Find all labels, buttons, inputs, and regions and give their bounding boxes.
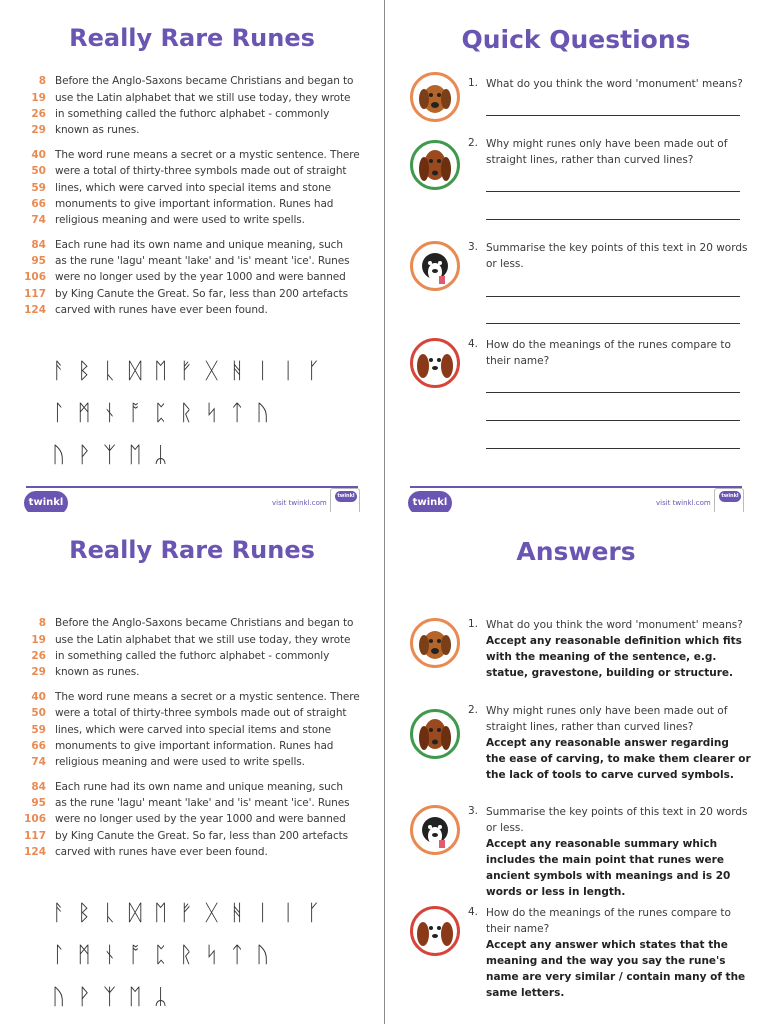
line-number: 74 (31, 214, 46, 227)
question-text: Summarise the key points of this text in 20 words or less. (486, 242, 748, 270)
text-line (18, 73, 354, 89)
line-text: religious meaning and were used to write spells. (55, 214, 305, 227)
rune-glyph: ᛋ (205, 942, 219, 968)
question-number: 2. (468, 704, 479, 716)
dog-icon (410, 805, 460, 855)
rune-glyph: ᛦ (154, 984, 168, 1010)
text-line (18, 237, 354, 253)
line-number: 95 (31, 255, 46, 268)
answer-line[interactable] (486, 219, 740, 220)
line-text: were a total of thirty-three symbols made out of straight (55, 165, 347, 178)
dog-icon (410, 140, 460, 190)
dog-icon (410, 709, 460, 759)
line-number: 26 (31, 107, 46, 120)
rune-glyph: ᚳ (103, 358, 117, 384)
line-text: The word rune means a secret or a mystic sentence. There (55, 148, 360, 161)
text-line (18, 705, 354, 721)
text-line (18, 844, 354, 860)
line-number: 8 (38, 75, 46, 88)
quality-badge: twinkl (714, 488, 744, 512)
line-text: religious meaning and were used to write spells. (55, 756, 305, 769)
line-text: use the Latin alphabet that we still use today, they wrote (55, 633, 351, 646)
line-text: use the Latin alphabet that we still use today, they wrote (55, 91, 351, 104)
rune-glyph: ᚱ (179, 942, 193, 968)
rune-glyph: ᚴ (307, 900, 321, 926)
line-text: carved with runes have ever been found. (55, 846, 268, 859)
text-line (18, 828, 354, 844)
line-text: lines, which were carved into special items and stone (55, 181, 332, 194)
line-text: Before the Anglo-Saxons became Christians and began to (55, 75, 354, 88)
paragraph (18, 689, 360, 771)
answer-line[interactable] (486, 296, 740, 297)
rune-glyph: ᛒ (77, 900, 91, 926)
question-number: 3. (468, 241, 479, 253)
answer-line[interactable] (486, 392, 740, 393)
line-text: Before the Anglo-Saxons became Christians and began to (55, 617, 354, 630)
answer-line[interactable] (486, 191, 740, 192)
question-number: 3. (468, 805, 479, 817)
dog-icon (410, 72, 460, 122)
line-number: 29 (31, 124, 46, 137)
line-number: 40 (31, 148, 46, 161)
question-text: Summarise the key points of this text in 20 words or less. (486, 806, 748, 834)
question-text: What do you think the word 'monument' means? (486, 78, 743, 90)
rune-glyph: ᚾ (103, 942, 117, 968)
footer-divider (26, 486, 358, 488)
text-line (18, 196, 354, 212)
line-text: as the rune 'lagu' meant 'lake' and 'is' meant 'ice'. Runes (55, 255, 350, 268)
text-line (18, 212, 354, 228)
text-line (18, 179, 354, 195)
visit-link[interactable]: visit twinkl.com (272, 499, 327, 507)
text-line (18, 689, 360, 705)
twinkl-logo[interactable]: twinkl (408, 491, 452, 512)
rune-glyph: ᚢ (52, 442, 66, 468)
text-line (18, 631, 354, 647)
text-line (18, 795, 354, 811)
line-number: 26 (31, 649, 46, 662)
rune-glyph: ᚨ (52, 358, 66, 384)
rune-glyph: ᛖ (128, 984, 142, 1010)
rune-glyph: ᚻ (230, 358, 244, 384)
rune-glyph: ᚳ (103, 900, 117, 926)
question-number: 4. (468, 338, 479, 350)
rune-glyph: ᚻ (230, 900, 244, 926)
line-text: as the rune 'lagu' meant 'lake' and 'is' meant 'ice'. Runes (55, 797, 350, 810)
text-line (18, 779, 354, 795)
rune-glyph: ᛖ (154, 900, 168, 926)
line-text: lines, which were carved into special items and stone (55, 723, 332, 736)
text-line (18, 286, 354, 302)
line-text: known as runes. (55, 666, 140, 679)
reading-text (18, 615, 360, 868)
line-number: 95 (31, 797, 46, 810)
answer-text: Accept any reasonable definition which fits with the meaning of the sentence, e.g. statue, gravestone, building or structure. (486, 635, 742, 679)
answer-text: Accept any reasonable answer regarding the ease of carving, to make them clearer or the lack of tools to carve curved symbols. (486, 737, 751, 781)
rune-glyph: ᛗ (77, 942, 91, 968)
line-number: 66 (31, 739, 46, 752)
rune-glyph: ᛞ (128, 358, 142, 384)
text-line (18, 253, 354, 269)
rune-glyph: ᛏ (230, 942, 244, 968)
line-number: 117 (24, 287, 46, 300)
paragraph (18, 615, 354, 681)
rune-glyph: ᚷ (205, 358, 219, 384)
line-number: 59 (31, 181, 46, 194)
rune-glyph: ᛁ (256, 358, 270, 384)
line-number: 117 (24, 829, 46, 842)
text-line (18, 754, 354, 770)
text-line (18, 664, 354, 680)
page-title: Really Rare Runes (69, 536, 315, 564)
line-number: 106 (24, 271, 46, 284)
rune-glyph: ᚹ (77, 442, 91, 468)
text-line (18, 122, 354, 138)
question-number: 2. (468, 137, 479, 149)
line-text: in something called the futhorc alphabet - commonly (55, 649, 330, 662)
rune-glyph: ᚩ (128, 400, 142, 426)
questions-panel (384, 0, 768, 512)
rune-glyph: ᛖ (128, 442, 142, 468)
question-number: 1. (468, 618, 479, 630)
line-number: 84 (31, 780, 46, 793)
rune-glyph: ᚠ (179, 358, 193, 384)
line-text: monuments to give important information. Runes had (55, 739, 334, 752)
text-line (18, 615, 354, 631)
rune-glyph: ᚾ (103, 400, 117, 426)
dog-icon (410, 241, 460, 291)
answer-line[interactable] (486, 448, 740, 449)
rune-glyph: ᚷ (205, 900, 219, 926)
answers-panel (384, 512, 768, 1024)
line-text: carved with runes have ever been found. (55, 304, 268, 317)
text-line (18, 89, 354, 105)
rune-glyph: ᛉ (103, 984, 117, 1010)
line-text: by King Canute the Great. So far, less than 200 artefacts (55, 829, 349, 842)
answer-line[interactable] (486, 115, 740, 116)
worksheet-panel-bottom (0, 512, 384, 1024)
line-number: 106 (24, 813, 46, 826)
line-text: in something called the futhorc alphabet - commonly (55, 107, 330, 120)
rune-glyph: ᛉ (103, 442, 117, 468)
line-number: 50 (31, 707, 46, 720)
rune-row (52, 976, 352, 1018)
line-text: were no longer used by the year 1000 and were banned (55, 271, 346, 284)
line-number: 84 (31, 238, 46, 251)
line-number: 66 (31, 197, 46, 210)
answer-line[interactable] (486, 420, 740, 421)
rune-alphabet (52, 350, 352, 476)
line-text: monuments to give important information. Runes had (55, 197, 334, 210)
question-number: 4. (468, 906, 479, 918)
text-line (18, 147, 360, 163)
questions-title: Quick Questions (461, 25, 691, 54)
paragraph (18, 237, 354, 319)
rune-glyph: ᛁ (281, 358, 295, 384)
rune-glyph: ᚢ (52, 984, 66, 1010)
paragraph (18, 147, 360, 229)
line-number: 8 (38, 617, 46, 630)
rune-glyph: ᚩ (128, 942, 142, 968)
rune-alphabet (52, 892, 352, 1018)
answer-text: Accept any answer which states that the meaning and the way you say the rune's name are very similar / contain many of the same letters. (486, 939, 746, 999)
question-number: 1. (468, 77, 479, 89)
question-text: Why might runes only have been made out of straight lines, rather than curved lines? (486, 138, 728, 166)
question-text: How do the meanings of the runes compare to their name? (486, 339, 731, 367)
rune-glyph: ᛦ (154, 442, 168, 468)
line-number: 124 (24, 846, 46, 859)
line-text: were a total of thirty-three symbols made out of straight (55, 707, 347, 720)
line-number: 50 (31, 165, 46, 178)
rune-glyph: ᛁ (256, 900, 270, 926)
text-line (18, 106, 354, 122)
text-line (18, 738, 354, 754)
text-line (18, 811, 354, 827)
rune-glyph: ᚨ (52, 900, 66, 926)
question-text: What do you think the word 'monument' means? (486, 619, 743, 631)
rune-glyph: ᛒ (77, 358, 91, 384)
visit-link[interactable]: visit twinkl.com (656, 499, 711, 507)
rune-glyph: ᚢ (256, 942, 270, 968)
line-text: were no longer used by the year 1000 and were banned (55, 813, 346, 826)
rune-row (52, 350, 352, 392)
line-number: 40 (31, 690, 46, 703)
quality-badge: twinkl (330, 488, 360, 512)
answers-title: Answers (516, 537, 636, 566)
rune-glyph: ᚢ (256, 400, 270, 426)
rune-glyph: ᚹ (77, 984, 91, 1010)
worksheet-panel-top (0, 0, 384, 512)
paragraph (18, 73, 354, 139)
paragraph (18, 779, 354, 861)
line-text: The word rune means a secret or a mystic sentence. There (55, 690, 360, 703)
rune-row (52, 434, 352, 476)
rune-glyph: ᚴ (307, 358, 321, 384)
rune-glyph: ᚱ (179, 400, 193, 426)
line-number: 29 (31, 666, 46, 679)
text-line (18, 648, 354, 664)
dog-icon (410, 338, 460, 388)
question-text: How do the meanings of the runes compare to their name? (486, 907, 731, 935)
rune-glyph: ᛚ (52, 400, 66, 426)
rune-row (52, 892, 352, 934)
line-text: Each rune had its own name and unique meaning, such (55, 238, 343, 251)
line-text: known as runes. (55, 124, 140, 137)
rune-glyph: ᛁ (281, 900, 295, 926)
line-number: 19 (31, 91, 46, 104)
rune-row (52, 392, 352, 434)
rune-glyph: ᛗ (77, 400, 91, 426)
answer-text: Accept any reasonable summary which includes the main point that runes were ancient symbols with meanings and is 20 words or less in length. (486, 838, 731, 898)
line-number: 124 (24, 304, 46, 317)
line-number: 59 (31, 723, 46, 736)
line-text: by King Canute the Great. So far, less than 200 artefacts (55, 287, 349, 300)
dog-icon (410, 906, 460, 956)
question-text: Why might runes only have been made out of straight lines, rather than curved lines? (486, 705, 728, 733)
rune-glyph: ᛈ (154, 942, 168, 968)
footer-divider (410, 486, 742, 488)
rune-glyph: ᛚ (52, 942, 66, 968)
text-line (18, 269, 354, 285)
text-line (18, 302, 354, 318)
page-title: Really Rare Runes (69, 24, 315, 52)
line-text: Each rune had its own name and unique meaning, such (55, 780, 343, 793)
rune-glyph: ᛞ (128, 900, 142, 926)
rune-row (52, 934, 352, 976)
line-number: 74 (31, 756, 46, 769)
dog-icon (410, 618, 460, 668)
answer-line[interactable] (486, 323, 740, 324)
rune-glyph: ᛈ (154, 400, 168, 426)
rune-glyph: ᚠ (179, 900, 193, 926)
text-line (18, 721, 354, 737)
rune-glyph: ᛏ (230, 400, 244, 426)
reading-text (18, 73, 360, 326)
text-line (18, 163, 354, 179)
line-number: 19 (31, 633, 46, 646)
rune-glyph: ᛖ (154, 358, 168, 384)
twinkl-logo[interactable]: twinkl (24, 491, 68, 512)
rune-glyph: ᛋ (205, 400, 219, 426)
